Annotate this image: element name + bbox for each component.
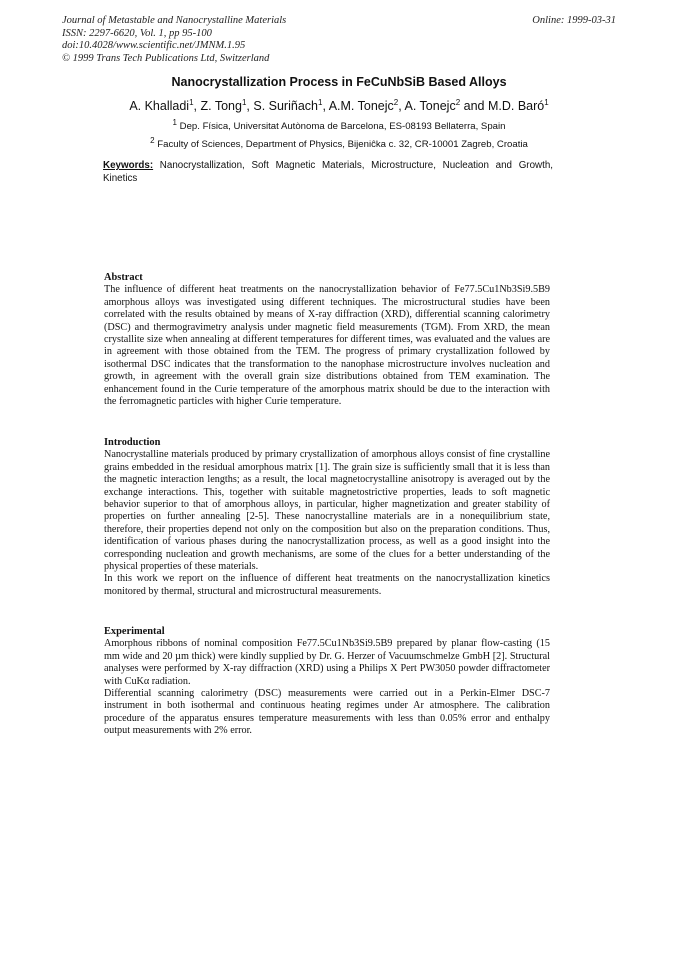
introduction-section (104, 437, 550, 598)
experimental-paragraph-1: Amorphous ribbons of nominal composition Fe77.5Cu1Nb3Si9.5B9 prepared by planar flow-casting (15 mm wide and 20 µm thick) were kindly supplied by Dr. G. Herzer of Vacuumschmelze GmbH [2]. Structural analyses were performed by X-ray diffraction (XRD) using a Philips X Pert PW3050 powder diffractometer with CuKα radiation. (104, 638, 550, 687)
author-name: S. Suriñach (253, 99, 318, 113)
journal-issn: ISSN: 2297-6620, Vol. 1, pp 95-100 (62, 27, 212, 39)
affiliation-mark: 2 (150, 135, 155, 145)
affiliation-mark: 2 (455, 97, 461, 107)
affiliation-mark: 1 (544, 97, 549, 107)
author-name: A. Khalladi (129, 99, 190, 113)
author-name: Z. Tong (200, 99, 242, 113)
affiliation-text: Faculty of Sciences, Department of Physics, Bijeniĉka c. 32, CR-10001 Zagreb, Croatia (157, 139, 528, 150)
author-name: A. Tonejc (404, 99, 456, 113)
affiliation-mark: 1 (317, 97, 323, 107)
introduction-heading: Introduction (104, 437, 161, 448)
keywords (103, 159, 553, 185)
keywords-label: Keywords: (103, 160, 154, 171)
affiliation-text: Dep. Física, Universitat Autònoma de Barcelona, ES-08193 Bellaterra, Spain (179, 121, 506, 132)
paper-title: Nanocrystallization Process in FeCuNbSiB Based Alloys (171, 75, 507, 89)
author-name: A.M. Tonejc (328, 99, 394, 113)
experimental-heading: Experimental (104, 626, 165, 637)
journal-copyright: © 1999 Trans Tech Publications Ltd, Switzerland (62, 52, 270, 64)
affiliation-mark: 2 (393, 97, 399, 107)
introduction-paragraph-1: Nanocrystalline materials produced by primary crystallization of amorphous alloys consist of fine crystalline grains embedded in the residual amorphous matrix [1]. The grain size is sufficiently small that it is less than the magnetic interaction lengths; as a result, the local magnetocrystalline anisotropy is averaged out by the exchange interactions. This, together with suitable magnetostrictive properties, leads to soft magnetic behavior superior to that of amorphous alloys, in particular, higher magnetization and greater stability of properties on further annealing [2-5]. These nanocrystalline materials are in a nonequilibrium state, therefore, their properties depend not only on the composition but also on the preparation conditions. Thus, identification of various phases during the nanocrystallization process, as well as a good insight into the corresponding nucleation and growth mechanisms, are some of the clues for a better understanding of the physical properties of these materials. (104, 449, 550, 573)
abstract-heading: Abstract (104, 272, 143, 283)
affiliation-mark: 1 (241, 97, 247, 107)
abstract-text: The influence of different heat treatments on the nanocrystallization behavior of Fe77.5Cu1Nb3Si9.5B9 amorphous alloys was investigated using different techniques. The microstructural studies have been correlated with the results obtained by means of X-ray diffraction (XRD), differential scanning calorimetry (DSC) and thermogravimetry analysis under magnetic field measurements (TGM). From XRD, the mean crystallite size when annealing at different temperatures for different times, was evaluated and the values are in agreement with those obtained from the TEM. The progress of primary crystallization followed by isothermal DSC indicates that the transformation to the nanophase microstructure involves nucleation and growth, in agreement with the overall grain size distributions obtained from TEM examination. The enhancement found in the Curie temperature of the amorphous matrix should be due to the interaction with the ferromagnetic particles with higher Curie temperature. (104, 284, 550, 408)
keywords-text: Nanocrystallization, Soft Magnetic Materials, Microstructure, Nucleation and Growth, Kinetics (103, 160, 553, 184)
author-name: M.D. Baró (487, 99, 545, 113)
journal-doi: doi:10.4028/www.scientific.net/JMNM.1.95 (62, 40, 246, 51)
affiliation-2 (0, 135, 678, 150)
journal-name: Journal of Metastable and Nanocrystalline Materials (62, 15, 287, 26)
online-date: Online: 1999-03-31 (532, 15, 616, 26)
introduction-paragraph-2: In this work we report on the influence of different heat treatments on the nanocrystallization kinetics monitored by thermal, structural and microstructural measurements. (104, 573, 550, 597)
experimental-section (104, 626, 550, 738)
author-list: A. Khalladi$^1$, Z. Tong$^1$, S. Suriñach$^1$, A.M. Tonejc$^2$, A. Tonejc$^2$ and M.D. Baró$^1$ (129, 97, 549, 113)
journal-info (62, 15, 422, 65)
abstract-section (104, 272, 550, 408)
affiliation-mark: 1 (172, 117, 177, 127)
experimental-paragraph-2: Differential scanning calorimetry (DSC) measurements were carried out in a Perkin-Elmer DSC-7 instrument in both isothermal and continuous heating regimes under Ar atmosphere. The calibration procedure of the apparatus ensures temperature measurements with less than 0.05% error and enthalpy output measurements with 2% error. (104, 688, 550, 737)
affiliation-mark: 1 (189, 97, 194, 107)
affiliation-1 (0, 117, 678, 132)
